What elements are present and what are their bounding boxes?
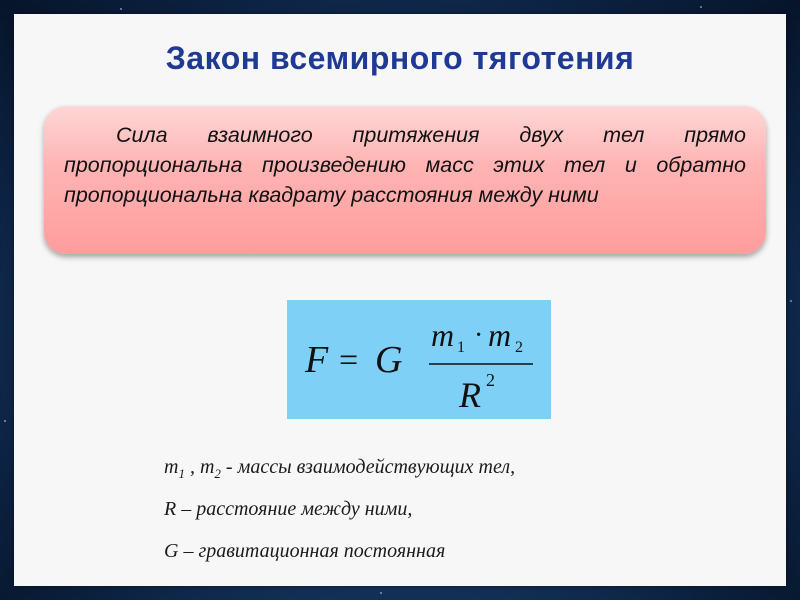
legend-separator: ,: [184, 456, 200, 478]
formula-m1: m: [431, 317, 455, 353]
star: [790, 300, 792, 302]
rule-text: Сила взаимного притяжения двух тел прямо пропорциональна произведению масс этих тел и обратно пропорциональна квадрату расстояния между ними: [64, 123, 746, 207]
legend-masses: [164, 456, 515, 482]
legend-m2: m: [199, 456, 215, 478]
rule-box: [44, 106, 766, 254]
formula-r: R: [459, 375, 481, 415]
legend-masses-desc: - массы взаимодействующих тел,: [220, 456, 516, 478]
star: [120, 8, 122, 10]
legend-constant: G – гравитационная постоянная: [164, 540, 446, 562]
legend-m1-sub: 1: [178, 466, 185, 481]
formula-equals: =: [339, 342, 359, 379]
formula-exp: 2: [486, 370, 495, 390]
formula-sub2: 2: [515, 339, 523, 356]
gravitation-formula: [287, 300, 551, 419]
formula-m2: m: [488, 317, 512, 353]
formula-dot: ·: [474, 320, 484, 351]
legend-m2-sub: 2: [214, 466, 221, 481]
formula-sub1: 1: [457, 339, 465, 356]
slide: [14, 14, 786, 586]
legend-distance: R – расстояние между ними,: [164, 498, 413, 520]
legend-m1: m: [164, 456, 179, 478]
star: [380, 592, 382, 594]
formula-f: F: [305, 339, 329, 381]
star: [4, 420, 6, 422]
formula-g: G: [375, 339, 403, 381]
formula-box: [287, 300, 551, 419]
star: [700, 6, 702, 8]
slide-title: Закон всемирного тяготения: [165, 40, 635, 76]
